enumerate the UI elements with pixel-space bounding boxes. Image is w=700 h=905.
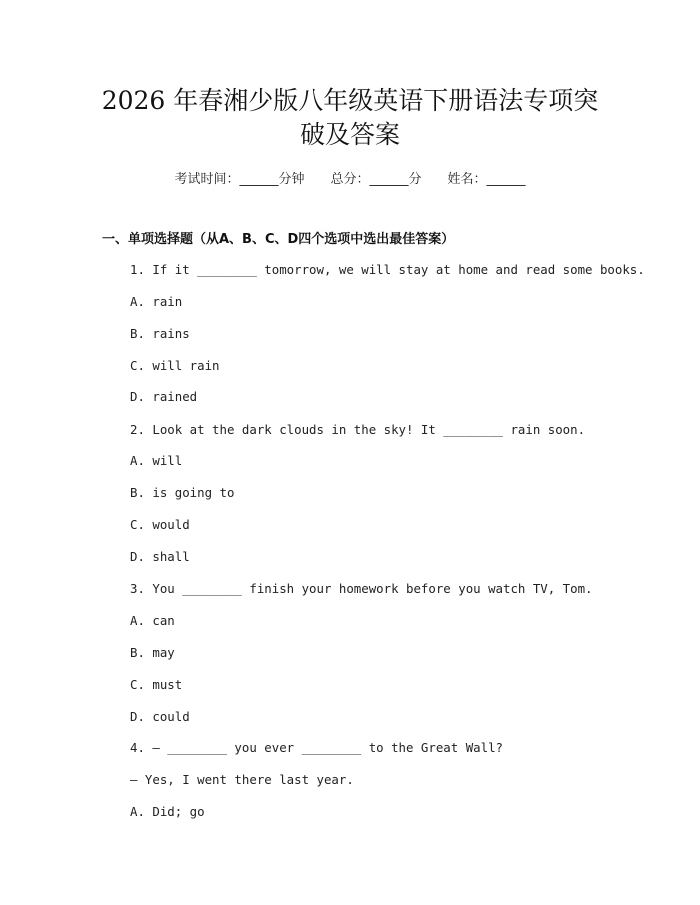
answer-option: A. can [130,613,175,628]
answer-option: D. rained [130,389,198,404]
answer-option: B. is going to [130,485,235,500]
question-stem: 1. If it ________ tomorrow, we will stay at home and read some books. [130,262,645,277]
answer-option: D. could [130,709,190,724]
answer-option: D. shall [130,549,190,564]
answer-option: A. will [130,453,183,468]
page-title-line-1: 2026 年春湘少版八年级英语下册语法专项突 [101,86,599,115]
section-heading: 一、单项选择题（从A、B、C、D四个选项中选出最佳答案） [102,232,455,247]
exam-meta [0,168,700,187]
answer-option: C. will rain [130,358,220,373]
student-name-field: 姓名：______ [447,172,526,187]
question-stem: 4. — ________ you ever ________ to the Great Wall? [130,740,503,755]
answer-option: C. must [130,677,183,692]
question-stem: 2. Look at the dark clouds in the sky! It ________ rain soon. [130,422,586,437]
answer-option: A. rain [130,294,183,309]
answer-option: B. may [130,645,175,660]
exam-time-field: 考试时间：______分钟 [174,172,305,187]
total-score-field: 总分：______分 [330,172,422,187]
answer-option: C. would [130,517,190,532]
question-stem-reply: — Yes, I went there last year. [130,772,354,787]
answer-option: B. rains [130,326,190,341]
answer-option: A. Did; go [130,804,205,819]
page-title-line-2: 破及答案 [299,120,400,149]
question-stem: 3. You ________ finish your homework before you watch TV, Tom. [130,581,593,596]
